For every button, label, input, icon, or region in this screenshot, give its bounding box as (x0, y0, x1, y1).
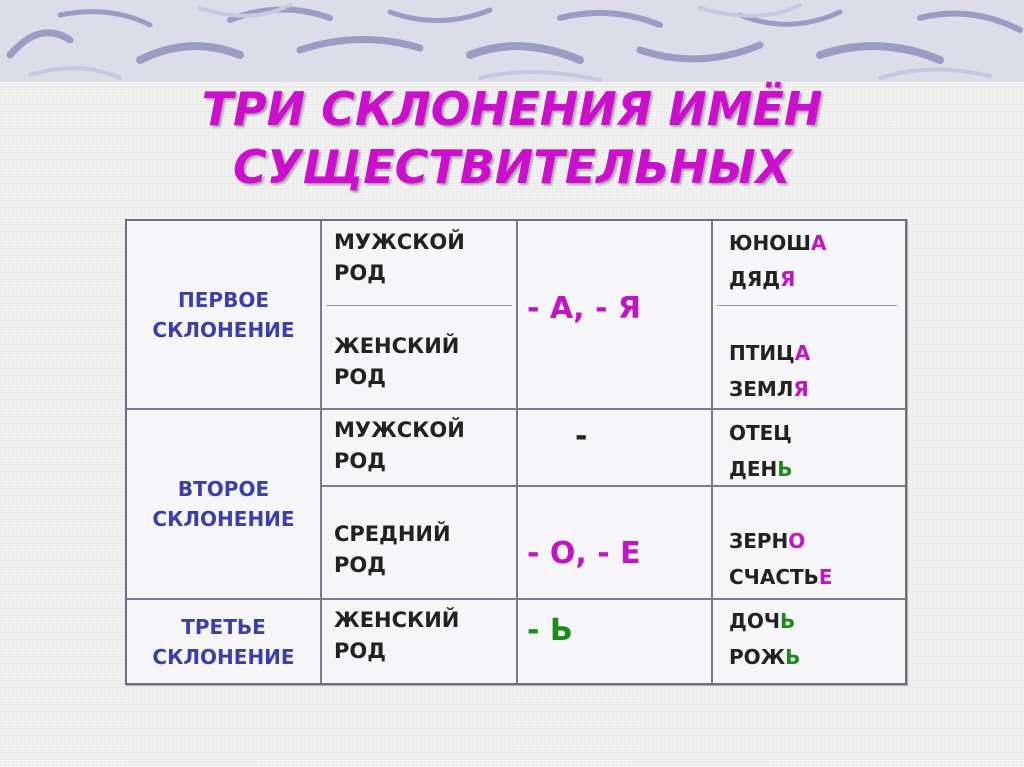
gender-masculine (322, 415, 516, 477)
gender-label: РОД (334, 449, 386, 473)
word-stem: СЧАСТЬ (729, 565, 819, 589)
declension-second (127, 410, 320, 598)
word-stem: ЮНОШ (729, 231, 811, 255)
declension-third (127, 600, 320, 683)
word-stem: ПТИЦ (729, 341, 795, 365)
gender-feminine (322, 331, 516, 393)
example-word (729, 639, 903, 675)
word-ending: Ь (779, 609, 796, 633)
gender-label: МУЖСКОЙ (334, 230, 465, 254)
word-stem: ЗЕРН (729, 529, 789, 553)
word-stem: ДЯД (729, 267, 781, 291)
word-stem: ОТЕЦ (729, 421, 792, 445)
declension-label: СКЛОНЕНИЕ (152, 317, 295, 342)
word-ending: А (794, 341, 811, 365)
ending-zero: - (575, 419, 588, 454)
example-word (729, 559, 903, 595)
gender-feminine (322, 605, 516, 667)
examples-third (713, 603, 903, 675)
word-stem: РОЖ (729, 645, 786, 669)
example-word (729, 335, 903, 371)
examples-second-masc (713, 415, 903, 487)
declension-label: ПЕРВОЕ (178, 287, 269, 312)
gender-label: СРЕДНИЙ (334, 522, 451, 546)
declension-label: ТРЕТЬЕ (181, 614, 266, 639)
word-ending: Е (818, 565, 833, 589)
word-stem: ЗЕМЛ (729, 377, 794, 401)
example-word (729, 261, 903, 297)
example-word (729, 225, 903, 261)
example-word (729, 523, 903, 559)
declension-label: СКЛОНЕНИЕ (152, 507, 295, 531)
example-word (729, 415, 903, 451)
declension-first (127, 221, 320, 408)
example-word (729, 451, 903, 487)
gender-label: РОД (334, 639, 386, 663)
gender-label: РОД (334, 365, 386, 389)
title-line-1: ТРИ СКЛОНЕНИЯ ИМЁН (201, 82, 823, 136)
gender-label: МУЖСКОЙ (334, 418, 465, 442)
examples-first-masc (713, 225, 903, 297)
word-ending: Ь (785, 645, 801, 669)
ending-second: - О, - Е (527, 536, 641, 571)
decorative-swirl-border (0, 0, 1024, 90)
page-title (0, 80, 1024, 196)
examples-second-neut (713, 523, 903, 595)
word-ending: Ь (777, 457, 793, 481)
gender-label: ЖЕНСКИЙ (334, 334, 460, 358)
word-stem: ДЕН (729, 457, 778, 481)
gender-neuter (322, 519, 516, 581)
example-word (729, 603, 903, 639)
word-ending: А (810, 231, 827, 255)
divider (717, 305, 897, 306)
declension-label: СКЛОНЕНИЕ (152, 644, 295, 669)
examples-first-fem (713, 335, 903, 407)
declension-table (125, 219, 907, 685)
grid-line (516, 221, 518, 683)
divider (326, 305, 512, 306)
title-line-2: СУЩЕСТВИТЕЛЬНЫХ (232, 140, 792, 194)
example-word (729, 371, 903, 407)
word-ending: О (788, 529, 806, 553)
declension-label: ВТОРОЕ (177, 477, 270, 501)
word-stem: ДОЧ (729, 609, 780, 633)
word-ending: Я (780, 267, 796, 291)
ending-first: - А, - Я (527, 291, 641, 326)
word-ending: Я (793, 377, 809, 401)
gender-label: РОД (334, 553, 386, 577)
gender-masculine (322, 227, 516, 289)
ending-third: - Ь (527, 613, 573, 648)
gender-label: РОД (334, 261, 386, 285)
gender-label: ЖЕНСКИЙ (334, 608, 460, 632)
